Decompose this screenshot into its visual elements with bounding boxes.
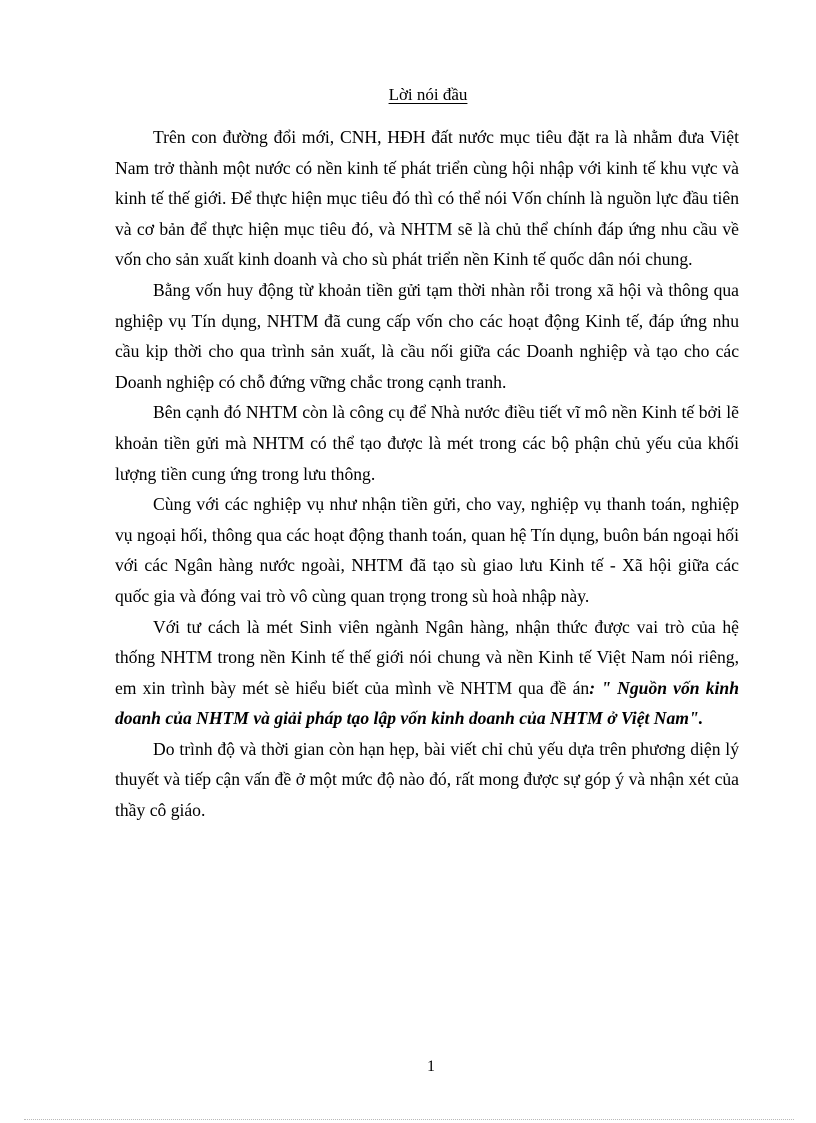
paragraph-text: Trên con đường đổi mới, CNH, HĐH đất nước mục tiêu đặt ra là nhằm đưa Việt Nam trở thành một nước có nền kinh tế phát triển cùng hội nhập với kinh tế khu vực và kinh tế thế giới. Để thực hiện mục tiêu đó thì có thể nói Vốn chính là nguồn lực đầu tiên và cơ bản để thực hiện mục tiêu đó, và NHTM sẽ là chủ thể chính đáp ứng nhu cầu về vốn cho sản xuất kinh doanh và cho sù phát triển nền Kinh tế quốc dân nói chung. xyxy=(115,127,739,270)
paragraph-text: Với tư cách là mét Sinh viên ngành Ngân hàng, nhận thức được vai trò của hệ thống NHTM trong nền Kinh tế thế giới nói chung và nền Kinh tế Việt Nam nói riêng, em xin trình bày mét sè hiểu biết của mình về NHTM qua đề án xyxy=(115,616,739,698)
paragraph-international xyxy=(115,489,739,611)
document-body xyxy=(115,122,739,826)
page-number: 1 xyxy=(427,1058,435,1075)
paragraph-text: Bằng vốn huy động từ khoản tiền gửi tạm thời nhàn rỗi trong xã hội và thông qua nghiệp vụ Tín dụng, NHTM đã cung cấp vốn cho các hoạt động Kinh tế, đáp ứng nhu cầu kịp thời cho qua trình sản xuất, là cầu nối giữa các Doanh nghiệp và tạo cho các Doanh nghiệp có chỗ đứng vững chắc trong cạnh tranh. xyxy=(115,279,739,392)
paragraph-closing xyxy=(115,734,739,826)
paragraph-text: Do trình độ và thời gian còn hạn hẹp, bài viết chỉ chủ yếu dựa trên phương diện lý thuyết và tiếp cận vấn đề ở một mức độ nào đó, rất mong được sự góp ý và nhận xét của thầy cô giáo. xyxy=(115,738,739,821)
paragraph-intro xyxy=(115,122,739,275)
thesis-title-emphasis: : " Nguồn vốn kinh doanh của NHTM và giải pháp tạo lập vốn kinh doanh của NHTM ở Việt Nam". xyxy=(115,677,739,729)
page-title: Lời nói đầu xyxy=(388,85,468,104)
paragraph-monetary-policy xyxy=(115,397,739,489)
page-bottom-divider xyxy=(24,1119,794,1120)
paragraph-text: Cùng với các nghiệp vụ như nhận tiền gửi, cho vay, nghiệp vụ thanh toán, nghiệp vụ ngoại hối, thông qua các hoạt động thanh toán, quan hệ Tín dụng, buôn bán ngoại hối với các Ngân hàng nước ngoài, NHTM đã tạo sù giao lưu Kinh tế - Xã hội giữa các quốc gia và đóng vai trò vô cùng quan trọng trong sù hoà nhập này. xyxy=(115,494,739,606)
paragraph-topic xyxy=(115,612,739,734)
paragraph-text: Bên cạnh đó NHTM còn là công cụ để Nhà nước điều tiết vĩ mô nền Kinh tế bởi lẽ khoản tiền gửi mà NHTM có thể tạo được là mét trong các bộ phận chủ yếu của khối lượng tiền cung ứng trong lưu thông. xyxy=(115,402,739,484)
paragraph-credit xyxy=(115,275,739,397)
